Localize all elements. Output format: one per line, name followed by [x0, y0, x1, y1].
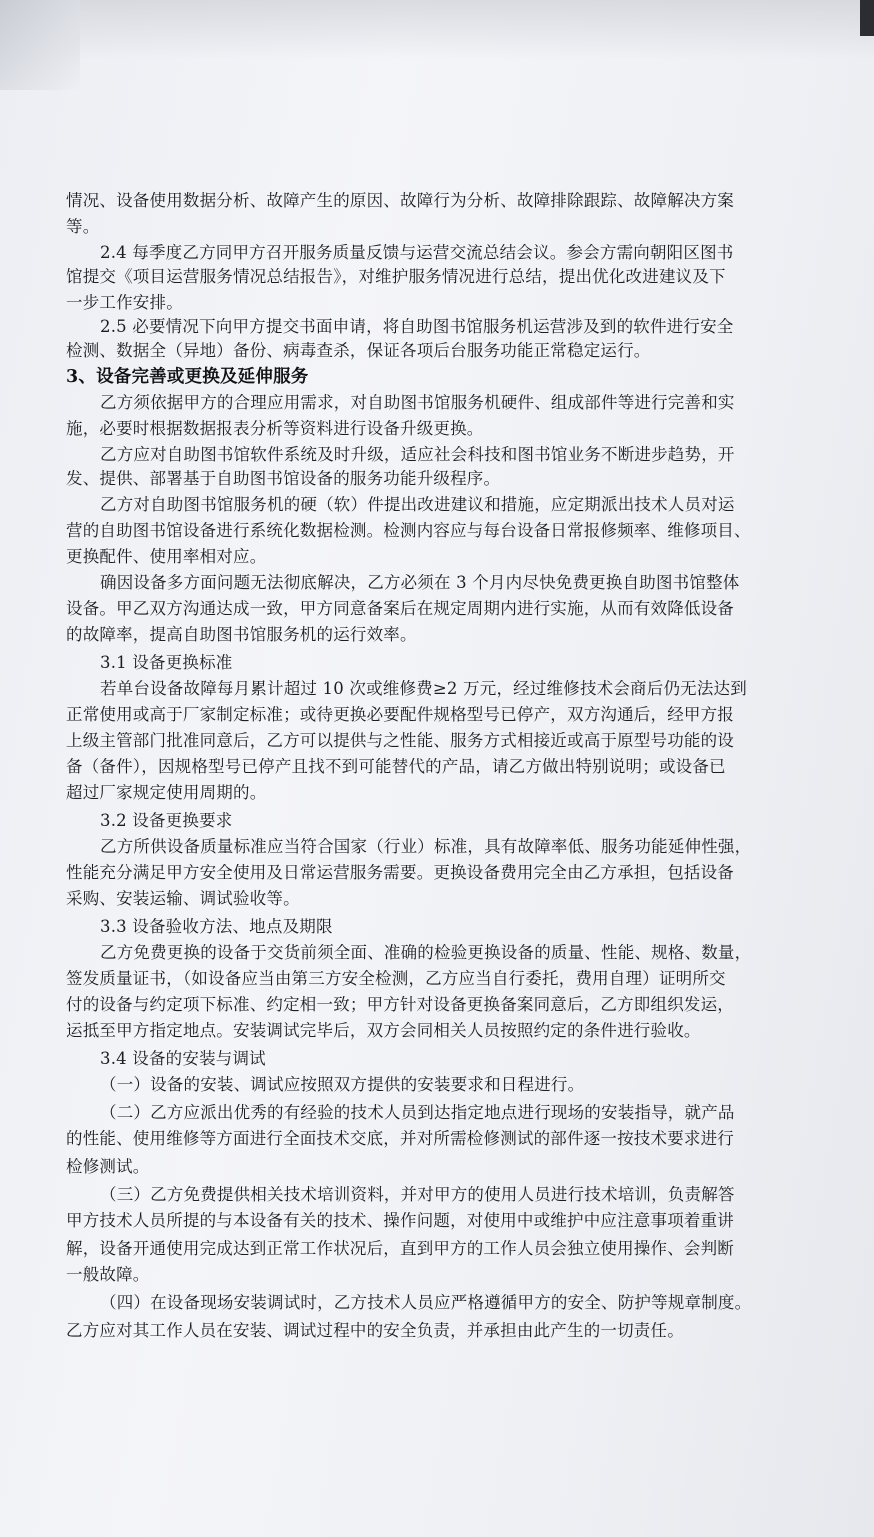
text-line: 乙方应对其工作人员在安装、调试过程中的安全负责，并承担由此产生的一切责任。: [66, 1321, 684, 1340]
text-line: 备（备件），因规格型号已停产且找不到可能替代的产品，请乙方做出特别说明；或设备已: [66, 757, 726, 776]
text-line: 性能充分满足甲方安全使用及日常运营服务需要。更换设备费用完全由乙方承担，包括设备: [66, 863, 734, 882]
text-line: 签发质量证书，（如设备应当由第三方安全检测，乙方应当自行委托，费用自理）证明所交: [66, 969, 726, 988]
text-line: 2.4 每季度乙方同甲方召开服务质量反馈与运营交流总结会议。参会方需向朝阳区图书: [100, 243, 734, 262]
subsection-heading: 3.2 设备更换要求: [100, 811, 233, 830]
text-line: 检修测试。: [66, 1157, 150, 1176]
text-line: 乙方所供设备质量标准应当符合国家（行业）标准，具有故障率低、服务功能延伸性强，: [100, 837, 752, 856]
text-line: 确因设备多方面问题无法彻底解决，乙方必须在 3 个月内尽快免费更换自助图书馆整体: [100, 573, 740, 592]
text-line: 乙方须依据甲方的合理应用需求，对自助图书馆服务机硬件、组成部件等进行完善和实: [100, 393, 735, 412]
text-line: 正常使用或高于厂家制定标准；或待更换必要配件规格型号已停产，双方沟通后，经甲方报: [66, 705, 734, 724]
text-line: 乙方免费更换的设备于交货前须全面、准确的检验更换设备的质量、性能、规格、数量，: [100, 943, 752, 962]
text-line: 付的设备与约定项下标准、约定相一致；甲方针对设备更换备案同意后，乙方即组织发运，: [66, 995, 734, 1014]
text-line: （一）设备的安装、调试应按照双方提供的安装要求和日程进行。: [100, 1075, 585, 1094]
text-line: （四）在设备现场安装调试时，乙方技术人员应严格遵循甲方的安全、防护等规章制度。: [100, 1293, 752, 1312]
subsection-heading: 3.4 设备的安装与调试: [100, 1049, 266, 1068]
text-line: 上级主管部门批准同意后，乙方可以提供与之性能、服务方式相接近或高于原型号功能的设: [66, 731, 734, 750]
subsection-heading: 3.3 设备验收方法、地点及期限: [100, 917, 333, 936]
text-line: 乙方对自助图书馆服务机的硬（软）件提出改进建议和措施，应定期派出技术人员对运: [100, 495, 735, 514]
text-line: 一般故障。: [66, 1265, 150, 1284]
text-line: 设备。甲乙双方沟通达成一致，甲方同意备案后在规定周期内进行实施，从而有效降低设备: [66, 599, 734, 618]
text-line: 采购、安装运输、调试验收等。: [66, 889, 300, 908]
text-line: 乙方应对自助图书馆软件系统及时升级，适应社会科技和图书馆业务不断进步趋势，开: [100, 445, 735, 464]
text-line: 运抵至甲方指定地点。安装调试完毕后，双方会同相关人员按照约定的条件进行验收。: [66, 1021, 701, 1040]
text-line: （二）乙方应派出优秀的有经验的技术人员到达指定地点进行现场的安装指导，就产品: [100, 1103, 735, 1122]
text-line: 更换配件、使用率相对应。: [66, 547, 267, 566]
text-line: 情况、设备使用数据分析、故障产生的原因、故障行为分析、故障排除跟踪、故障解决方案: [66, 191, 734, 210]
text-line: 的性能、使用维修等方面进行全面技术交底，并对所需检修测试的部件逐一按技术要求进行: [66, 1129, 734, 1148]
text-line: 检测、数据全（异地）备份、病毒查杀，保证各项后台服务功能正常稳定运行。: [66, 341, 651, 360]
text-line: 营的自助图书馆设备进行系统化数据检测。检测内容应与每台设备日常报修频率、维修项目、: [66, 521, 751, 540]
text-line: （三）乙方免费提供相关技术培训资料，并对甲方的使用人员进行技术培训，负责解答: [100, 1185, 735, 1204]
section-heading: 3、设备完善或更换及延伸服务: [66, 367, 309, 387]
text-line: 施，必要时根据数据报表分析等资料进行设备升级更换。: [66, 419, 484, 438]
text-line: 发、提供、部署基于自助图书馆设备的服务功能升级程序。: [66, 469, 501, 488]
text-line: 超过厂家规定使用周期的。: [66, 783, 267, 802]
subsection-heading: 3.1 设备更换标准: [100, 653, 233, 672]
text-line: 甲方技术人员所提的与本设备有关的技术、操作问题，对使用中或维护中应注意事项着重讲: [66, 1211, 734, 1230]
text-line: 2.5 必要情况下向甲方提交书面申请，将自助图书馆服务机运营涉及到的软件进行安全: [100, 317, 734, 336]
text-line: 解，设备开通使用完成达到正常工作状况后，直到甲方的工作人员会独立使用操作、会判断: [66, 1239, 734, 1258]
text-line: 的故障率，提高自助图书馆服务机的运行效率。: [66, 625, 417, 644]
text-line: 若单台设备故障每月累计超过 10 次或维修费≥2 万元，经过维修技术会商后仍无法达到: [100, 679, 747, 698]
text-line: 一步工作安排。: [66, 293, 183, 312]
text-line: 馆提交《项目运营服务情况总结报告》，对维护服务情况进行总结，提出优化改进建议及下: [66, 267, 726, 286]
text-line: 等。: [66, 217, 100, 236]
